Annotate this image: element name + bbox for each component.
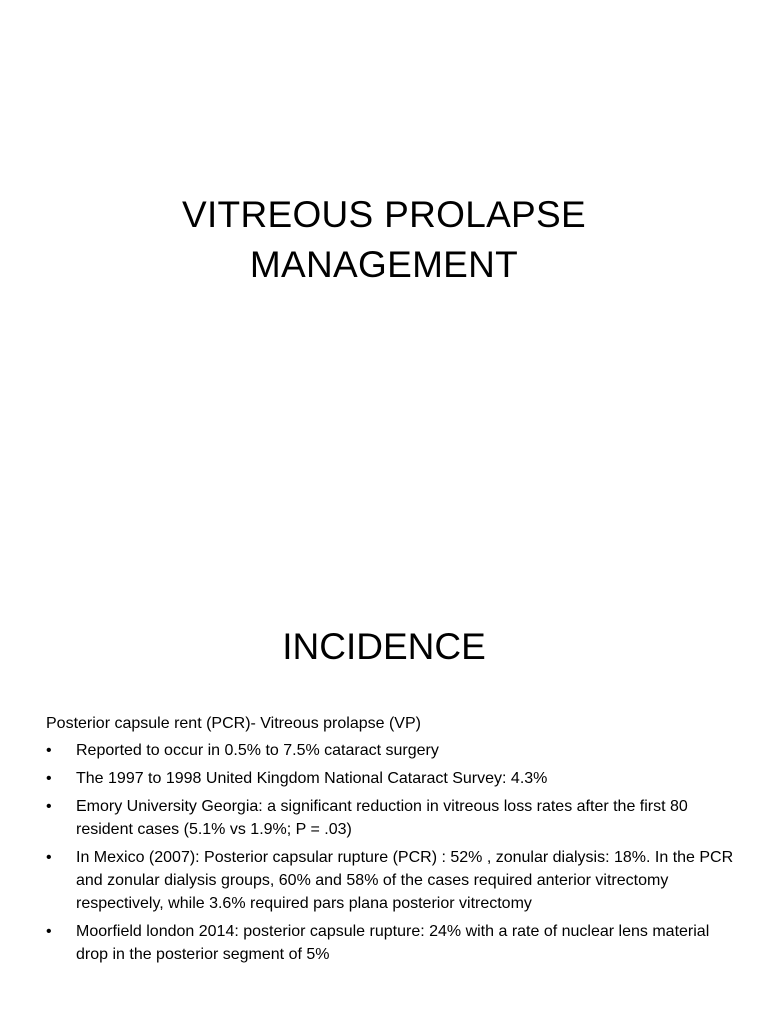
title-line-2: MANAGEMENT (249, 244, 519, 285)
bullet-list (46, 739, 736, 966)
bullet-item (46, 795, 736, 841)
bullet-item (46, 920, 736, 966)
bullet-text: In Mexico (2007): Posterior capsular rupture (PCR) : 52% , zonular dialysis: 18%. In the PCR and zonular dialysis groups, 60% and 58% of the cases required anterior vitrectomy respectively, while 3.6% required pars plana posterior vitrectomy (76, 849, 734, 912)
bullet-text: Moorfield london 2014: posterior capsule rupture: 24% with a rate of nuclear lens material drop in the posterior segment of 5% (76, 923, 710, 963)
title-line-1: VITREOUS PROLAPSE (182, 194, 586, 235)
incidence-heading: INCIDENCE (282, 626, 486, 667)
bullet-text: Reported to occur in 0.5% to 7.5% cataract surgery (76, 742, 439, 759)
bullet-icon: • (46, 770, 52, 787)
slide-incidence (0, 576, 768, 1024)
bullet-icon: • (46, 742, 52, 759)
bullet-item (46, 739, 736, 762)
bullet-icon: • (46, 923, 52, 940)
incidence-content (46, 712, 736, 971)
bullet-text: Emory University Georgia: a significant reduction in vitreous loss rates after the first 80 resident cases (5.1% vs 1.9%; P = .03) (76, 798, 688, 838)
bullet-icon: • (46, 798, 52, 815)
bullet-icon: • (46, 849, 52, 866)
slide-title-heading (0, 190, 768, 290)
bullet-text: The 1997 to 1998 United Kingdom National Cataract Survey: 4.3% (76, 770, 548, 787)
bullet-item (46, 846, 736, 915)
bullet-item (46, 767, 736, 790)
lead-line: Posterior capsule rent (PCR)- Vitreous prolapse (VP) (46, 715, 421, 732)
